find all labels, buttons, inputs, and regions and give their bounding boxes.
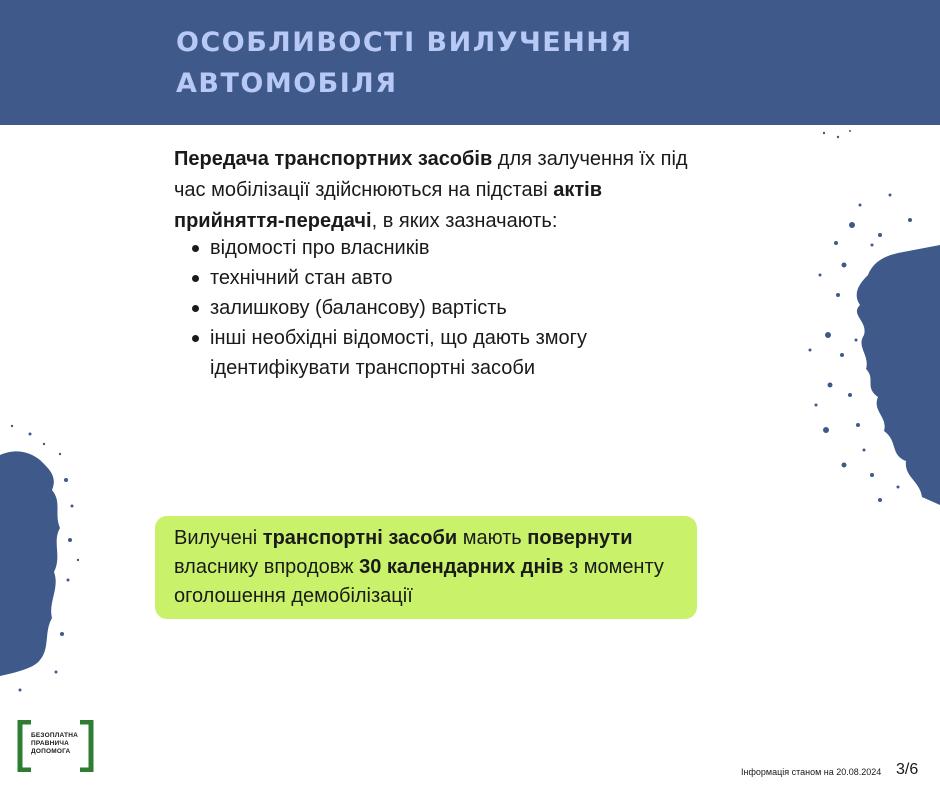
bullet-dot-icon bbox=[192, 335, 199, 342]
bullet-dot-icon bbox=[192, 305, 199, 312]
list-item-text: залишкову (балансову) вартість bbox=[210, 297, 507, 319]
list-item bbox=[174, 323, 694, 383]
callout-bold-return: повернути bbox=[527, 527, 633, 549]
intro-bold-transfer: Передача транспортних засобів bbox=[174, 148, 493, 170]
intro-paragraph bbox=[174, 144, 714, 237]
list-item-text: відомості про власників bbox=[210, 237, 430, 259]
list-item-text: інші необхідні відомості, що дають змогу ідентифікувати транспортні засоби bbox=[210, 327, 587, 379]
logo-line-2: ПРАВНИЧА bbox=[31, 740, 70, 747]
callout-text-4: з моменту оголошення демобілізації bbox=[174, 556, 664, 607]
callout-bold-days: 30 календарних днів bbox=[359, 556, 564, 578]
logo-line-1: БЕЗОПЛАТНА bbox=[31, 732, 79, 739]
logo-line-3: ДОПОМОГА bbox=[31, 748, 71, 755]
list-item-text: технічний стан авто bbox=[210, 267, 393, 289]
callout-text-2: мають bbox=[457, 527, 528, 549]
callout-text-1: Вилучені bbox=[174, 527, 263, 549]
list-item bbox=[174, 263, 694, 293]
list-item bbox=[174, 233, 694, 263]
page-number: 3/6 bbox=[896, 761, 919, 778]
header-banner bbox=[0, 0, 940, 125]
callout-bold-vehicles: транспортні засоби bbox=[262, 527, 458, 549]
right-paint-splash bbox=[780, 125, 940, 525]
logo-text bbox=[31, 732, 83, 756]
intro-text-2: , в яких зазначають: bbox=[371, 210, 558, 232]
list-item bbox=[174, 293, 694, 323]
bullet-dot-icon bbox=[192, 275, 199, 282]
bullet-dot-icon bbox=[192, 245, 199, 252]
page-title: ОСОБЛИВОСТІ ВИЛУЧЕННЯ АВТОМОБІЛЯ bbox=[176, 27, 633, 99]
left-paint-splash bbox=[0, 410, 100, 710]
info-date: Інформація станом на 20.08.2024 bbox=[741, 767, 882, 777]
return-callout bbox=[155, 516, 697, 619]
intro-bold-acts: актів прийняття-передачі bbox=[174, 179, 603, 232]
callout-text-3: власнику впродовж bbox=[174, 556, 360, 578]
intro-text-1: для залучення їх під час мобілізації здійснюються на підставі bbox=[174, 148, 688, 201]
free-legal-aid-logo bbox=[17, 720, 94, 772]
details-list bbox=[174, 233, 694, 383]
